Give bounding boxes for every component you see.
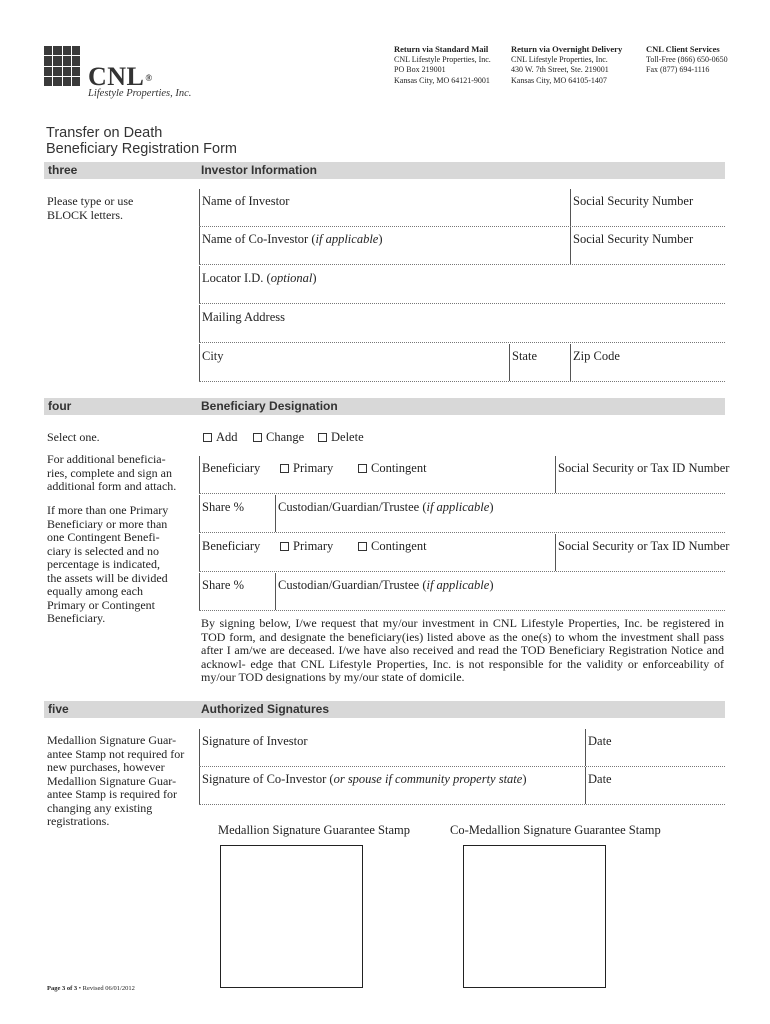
custodian-1-label: Custodian/Guardian/Trustee (if applicable)	[278, 500, 494, 514]
investor-signature-label: Signature of Investor	[202, 734, 308, 748]
locator-id-label: Locator I.D. (optional)	[202, 271, 317, 285]
beneficiary-2-label: Beneficiary	[202, 539, 261, 553]
page-title: Transfer on Death Beneficiary Registration Form	[46, 125, 237, 157]
beneficiary-2-contingent-checkbox[interactable]: Contingent	[358, 539, 427, 554]
coinvestor-date-label: Date	[588, 772, 612, 786]
page-footer: Page 3 of 3 • Revised 06/01/2012	[47, 985, 135, 992]
investor-ssn-label: Social Security Number	[573, 194, 694, 208]
state-label: State	[512, 349, 537, 363]
contact-client-services: CNL Client Services Toll-Free (866) 650-0650 Fax (877) 694-1116	[646, 44, 728, 75]
custodian-2-label: Custodian/Guardian/Trustee (if applicable)	[278, 578, 494, 592]
section-bar-three: three Investor Information	[44, 162, 725, 179]
coinvestor-ssn-label: Social Security Number	[573, 232, 694, 246]
investor-name-label: Name of Investor	[202, 194, 290, 208]
medallion-stamp-box[interactable]	[220, 845, 363, 988]
share-2-label: Share %	[202, 578, 244, 592]
zip-label: Zip Code	[573, 349, 620, 363]
delete-checkbox[interactable]: Delete	[318, 430, 364, 445]
contact-overnight: Return via Overnight Delivery CNL Lifestyle Properties, Inc. 430 W. 7th Street, Ste. 219001 Kansas City, MO 64105-1407	[511, 44, 623, 85]
beneficiary-1-primary-checkbox[interactable]: Primary	[280, 461, 333, 476]
medallion-stamp-label: Medallion Signature Guarantee Stamp	[218, 823, 410, 837]
beneficiary-1-contingent-checkbox[interactable]: Contingent	[358, 461, 427, 476]
beneficiary-1-label: Beneficiary	[202, 461, 261, 475]
co-medallion-stamp-box[interactable]	[463, 845, 606, 988]
investor-date-label: Date	[588, 734, 612, 748]
note-block-letters: Please type or use BLOCK letters.	[47, 194, 134, 222]
add-checkbox[interactable]: Add	[203, 430, 238, 445]
logo-subtitle: Lifestyle Properties, Inc.	[88, 88, 192, 99]
beneficiary-2-ssn-label: Social Security or Tax ID Number	[558, 539, 730, 553]
contact-standard-mail: Return via Standard Mail CNL Lifestyle Properties, Inc. PO Box 219001 Kansas City, MO 64121-9001	[394, 44, 491, 85]
tod-acknowledgement-text: By signing below, I/we request that my/our investment in CNL Lifestyle Properties, Inc. be registered in TOD form, and designate the beneficiary(ies) listed above as the one(s) to whom the investment shall pass after I am/we are deceased. I/we have also received and read the TOD Beneficiary Registration Notice and acknowl- edge that CNL Lifestyle Properties, Inc. is not responsible for the validity or enforceability of my/our TOD designations by my/our state of domicile.	[201, 616, 724, 685]
section-bar-four: four Beneficiary Designation	[44, 398, 725, 415]
share-1-label: Share %	[202, 500, 244, 514]
note-select-one: Select one.	[47, 430, 100, 444]
note-additional-beneficiaries: For additional beneficia- ries, complete and sign an additional form and attach.	[47, 452, 177, 493]
city-field[interactable]	[199, 344, 509, 381]
co-medallion-stamp-label: Co-Medallion Signature Guarantee Stamp	[450, 823, 661, 837]
change-checkbox[interactable]: Change	[253, 430, 304, 445]
coinvestor-name-label: Name of Co-Investor (if applicable)	[202, 232, 383, 246]
note-allocation: If more than one Primary Beneficiary or more than one Contingent Benefi- ciary is selected and no percentage is indicated, the assets will be divided equally among each Primary or Contingent Beneficiary.	[47, 503, 169, 625]
coinvestor-signature-label: Signature of Co-Investor (or spouse if community property state)	[202, 772, 527, 786]
note-medallion: Medallion Signature Guar- antee Stamp not required for new purchases, however Medallion Signature Guar- antee Stamp is required for changing any existing registrations.	[47, 733, 185, 828]
logo-name: CNL®	[88, 62, 153, 91]
section-bar-five: five Authorized Signatures	[44, 701, 725, 718]
beneficiary-2-primary-checkbox[interactable]: Primary	[280, 539, 333, 554]
city-label: City	[202, 349, 224, 363]
mailing-address-label: Mailing Address	[202, 310, 285, 324]
beneficiary-1-ssn-label: Social Security or Tax ID Number	[558, 461, 730, 475]
cnl-logo-grid-icon	[44, 46, 80, 86]
